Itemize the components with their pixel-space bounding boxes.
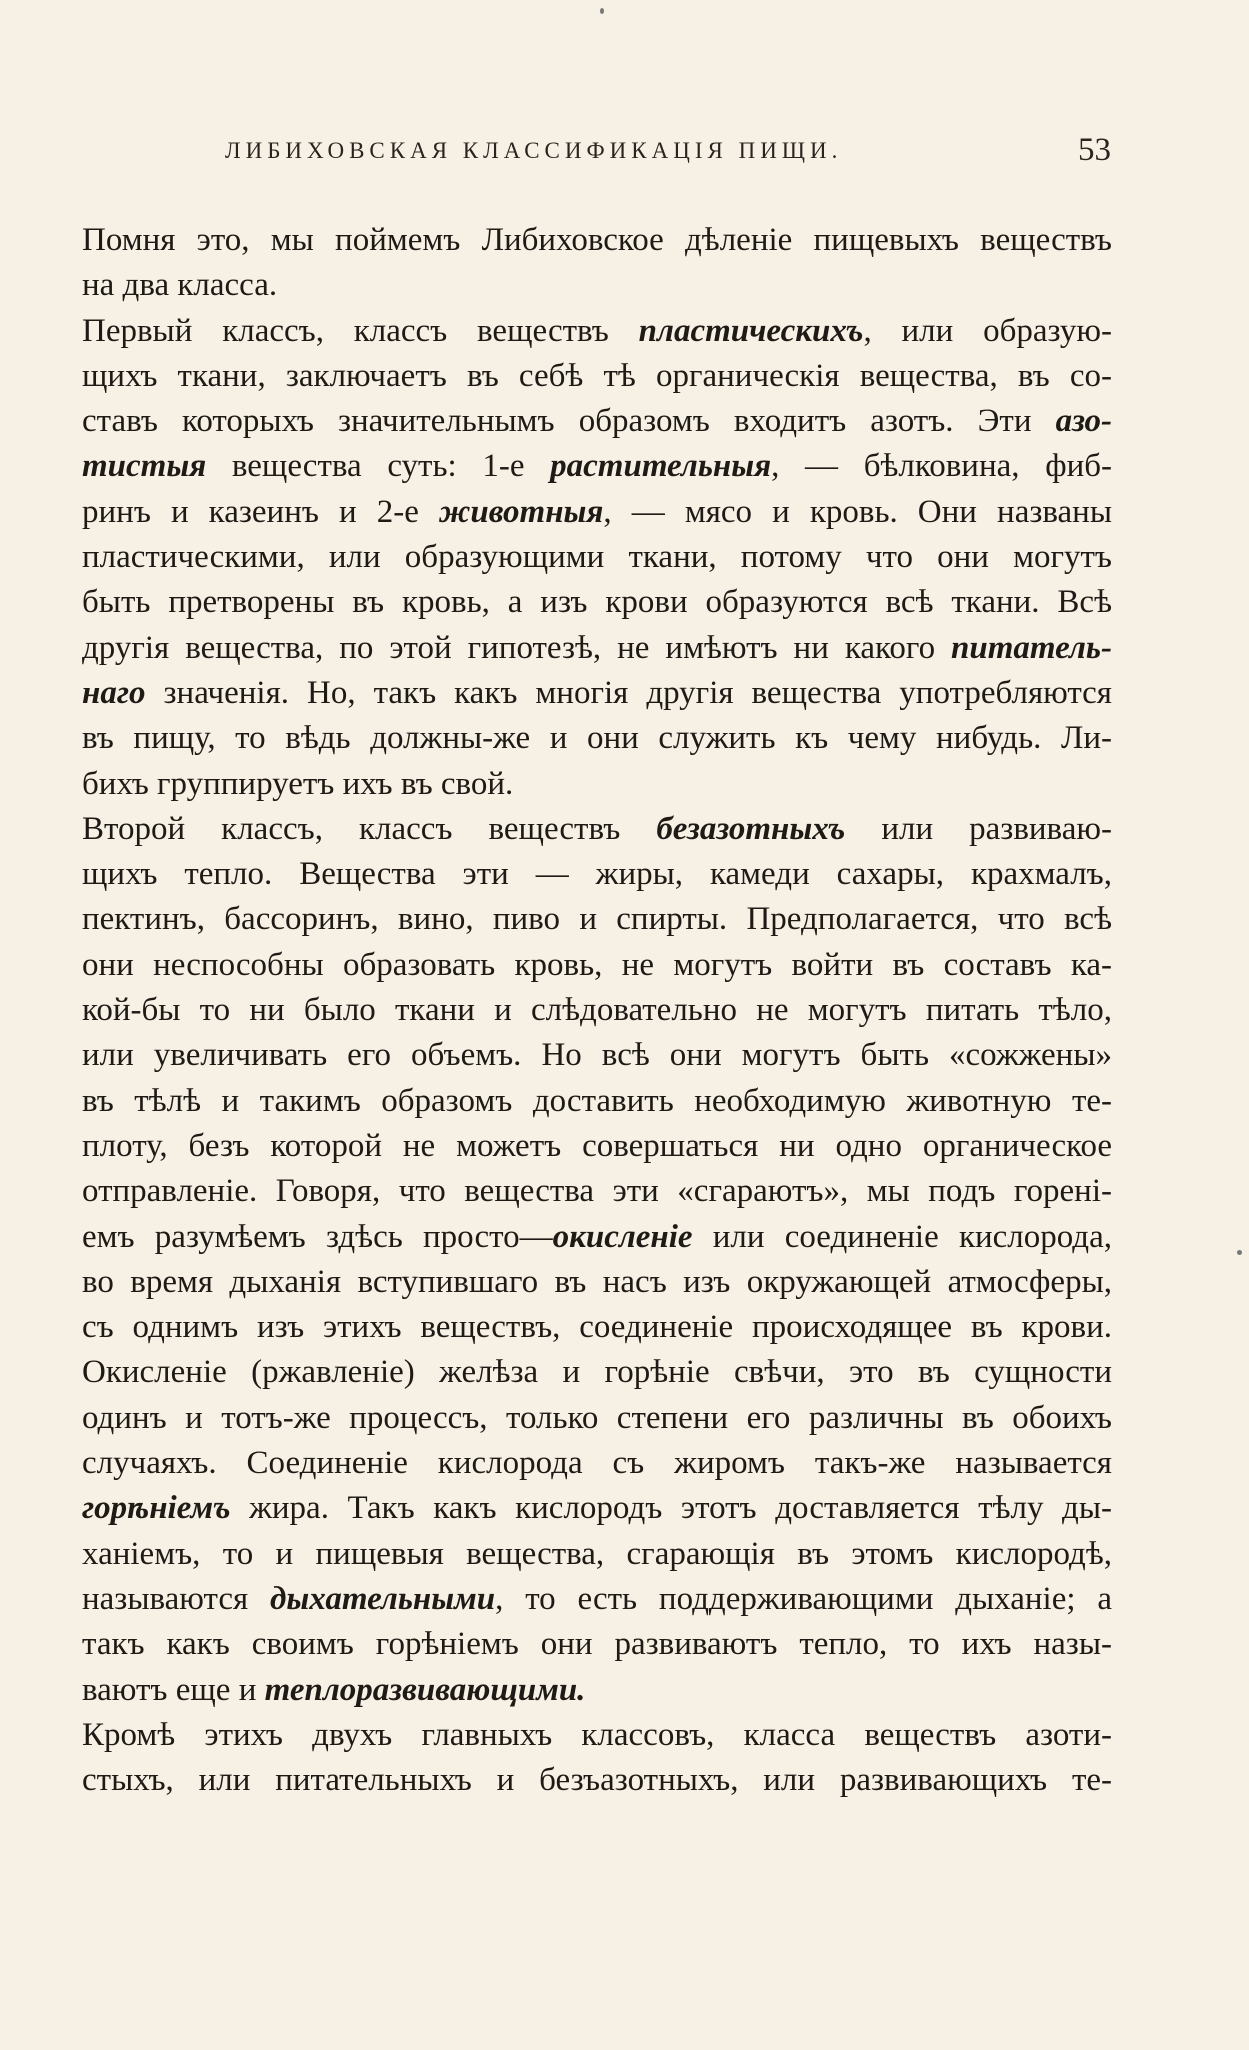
- text-line: [82, 1033, 1112, 1078]
- text-line: [82, 1441, 1112, 1486]
- text-run: стыхъ, или питательныхъ и безъазотныхъ, или развивающихъ те-: [82, 1762, 1112, 1799]
- text-run: въ тѣлѣ и такимъ образомъ доставить необходимую животную те-: [82, 1082, 1112, 1119]
- text-run: ринъ и казеинъ и 2-е: [82, 493, 439, 530]
- ink-speck: [600, 8, 604, 14]
- text-line: [82, 716, 1112, 761]
- text-run: отправленіе. Говоря, что вещества эти «сгараютъ», мы подъ горені-: [82, 1173, 1112, 1210]
- emphasized-term: азо-: [1055, 403, 1112, 440]
- text-line: [82, 626, 1112, 671]
- text-run: емъ разумѣемъ здѣсь просто—: [82, 1218, 553, 1255]
- text-run: пластическими, или образующими ткани, потому что они могутъ: [82, 539, 1112, 576]
- text-run: Второй классъ, классъ веществъ: [82, 810, 657, 847]
- text-line: [82, 943, 1112, 988]
- emphasized-term: растительныя: [550, 448, 772, 485]
- text-line: [82, 1396, 1112, 1441]
- emphasized-term: горѣніемъ: [82, 1490, 231, 1527]
- text-run: другія вещества, по этой гипотезѣ, не имѣютъ ни какого: [82, 629, 952, 666]
- text-run: ставъ которыхъ значительнымъ образомъ входитъ азотъ. Эти: [82, 403, 1056, 440]
- text-run: на два класса.: [82, 267, 278, 304]
- emphasized-term: наго: [82, 674, 146, 711]
- text-run: или соединеніе кислорода,: [692, 1218, 1112, 1255]
- emphasized-term: питатель-: [951, 629, 1112, 666]
- text-run: во время дыханія вступившаго въ насъ изъ окружающей атмосферы,: [82, 1263, 1112, 1300]
- text-line: [82, 1079, 1112, 1124]
- text-line: [82, 1758, 1112, 1803]
- text-line: [82, 1713, 1112, 1758]
- text-run: одинъ и тотъ-же процессъ, только степени его различны въ обоихъ: [82, 1399, 1112, 1436]
- text-line: [82, 399, 1112, 444]
- text-run: въ пищу, то вѣдь должны-же и они служить къ чему нибудь. Ли-: [82, 720, 1112, 757]
- text-line: [82, 897, 1112, 942]
- text-line: [82, 807, 1112, 852]
- text-line: [82, 671, 1112, 716]
- text-run: Первый классъ, классъ веществъ: [82, 312, 639, 349]
- text-line: [82, 1169, 1112, 1214]
- paragraph: [82, 1713, 1112, 1804]
- page-number: 53: [1078, 132, 1111, 168]
- text-line: [82, 1305, 1112, 1350]
- text-run: , — бѣлковина, фиб-: [771, 448, 1113, 485]
- body-text: [82, 218, 1112, 1803]
- running-header: [225, 132, 1111, 172]
- text-line: [82, 354, 1112, 399]
- text-line: [82, 1215, 1112, 1260]
- ink-speck: [1237, 1250, 1242, 1255]
- emphasized-term: теплоразвивающими.: [264, 1671, 586, 1708]
- emphasized-term: тистыя: [82, 448, 207, 485]
- text-run: такъ какъ своимъ горѣніемъ они развиваютъ тепло, то ихъ назы-: [82, 1626, 1112, 1663]
- text-line: [82, 1532, 1112, 1577]
- text-run: , то есть поддерживающими дыханіе; а: [495, 1580, 1112, 1617]
- text-run: случаяхъ. Соединеніе кислорода съ жиромъ такъ-же называется: [82, 1445, 1112, 1482]
- text-run: быть претворены въ кровь, а изъ крови образуются всѣ ткани. Всѣ: [82, 584, 1112, 621]
- text-run: ханіемъ, то и пищевыя вещества, сгарающія въ этомъ кислородѣ,: [82, 1535, 1112, 1572]
- text-line: [82, 580, 1112, 625]
- text-run: вещества суть: 1-е: [206, 448, 551, 485]
- text-line: [82, 1668, 1112, 1713]
- text-run: , или образую-: [863, 312, 1112, 349]
- emphasized-term: дыхательными: [270, 1580, 496, 1617]
- text-line: [82, 218, 1112, 263]
- text-line: [82, 309, 1112, 354]
- paragraph: [82, 218, 1112, 309]
- emphasized-term: животныя: [438, 493, 604, 530]
- text-line: [82, 1350, 1112, 1395]
- text-line: [82, 988, 1112, 1033]
- text-run: значенія. Но, такъ какъ многія другія вещества употребляются: [145, 674, 1112, 711]
- emphasized-term: безазотныхъ: [656, 810, 846, 847]
- paragraph: [82, 309, 1112, 807]
- text-line: [82, 535, 1112, 580]
- text-line: [82, 852, 1112, 897]
- text-run: бихъ группируетъ ихъ въ свой.: [82, 765, 514, 802]
- text-run: Помня это, мы поймемъ Либиховское дѣленіе пищевыхъ веществъ: [82, 222, 1112, 258]
- text-run: или увеличивать его объемъ. Но всѣ они могутъ быть «сожжены»: [82, 1037, 1112, 1074]
- text-line: [82, 444, 1112, 489]
- text-run: они неспособны образовать кровь, не могутъ войти въ составъ ка-: [82, 946, 1112, 983]
- text-run: называются: [82, 1580, 271, 1617]
- text-line: [82, 1622, 1112, 1667]
- text-run: , — мясо и кровь. Они названы: [603, 493, 1113, 530]
- text-line: [82, 263, 1112, 308]
- text-run: или развиваю-: [845, 810, 1112, 847]
- text-run: Кромѣ этихъ двухъ главныхъ классовъ, класса веществъ азоти-: [82, 1716, 1112, 1753]
- text-run: щихъ ткани, заключаетъ въ себѣ тѣ органическія вещества, въ со-: [82, 357, 1112, 394]
- text-run: щихъ тепло. Вещества эти — жиры, камеди сахары, крахмалъ,: [82, 856, 1112, 893]
- text-run: ваютъ еще и: [82, 1671, 265, 1708]
- text-run: плоту, безъ которой не можетъ совершаться ни одно органическое: [82, 1127, 1112, 1164]
- text-run: съ однимъ изъ этихъ веществъ, соединеніе происходящее въ крови.: [82, 1309, 1112, 1346]
- emphasized-term: окисленіе: [552, 1218, 693, 1255]
- paragraph: [82, 807, 1112, 1713]
- text-run: кой-бы то ни было ткани и слѣдовательно не могутъ питать тѣло,: [82, 992, 1112, 1029]
- text-line: [82, 1124, 1112, 1169]
- text-line: [82, 762, 1112, 807]
- text-line: [82, 1260, 1112, 1305]
- text-line: [82, 490, 1112, 535]
- text-line: [82, 1486, 1112, 1531]
- emphasized-term: пластическихъ: [638, 312, 864, 349]
- text-line: [82, 1577, 1112, 1622]
- text-run: пектинъ, бассоринъ, вино, пиво и спирты. Предполагается, что всѣ: [82, 901, 1112, 938]
- text-run: Окисленіе (ржавленіе) желѣза и горѣніе свѣчи, это въ сущности: [82, 1354, 1112, 1391]
- running-header-title: ЛИБИХОВСКАЯ КЛАССИФИКАЦІЯ ПИЩИ.: [225, 138, 843, 163]
- text-run: жира. Такъ какъ кислородъ этотъ доставляется тѣлу ды-: [230, 1490, 1112, 1527]
